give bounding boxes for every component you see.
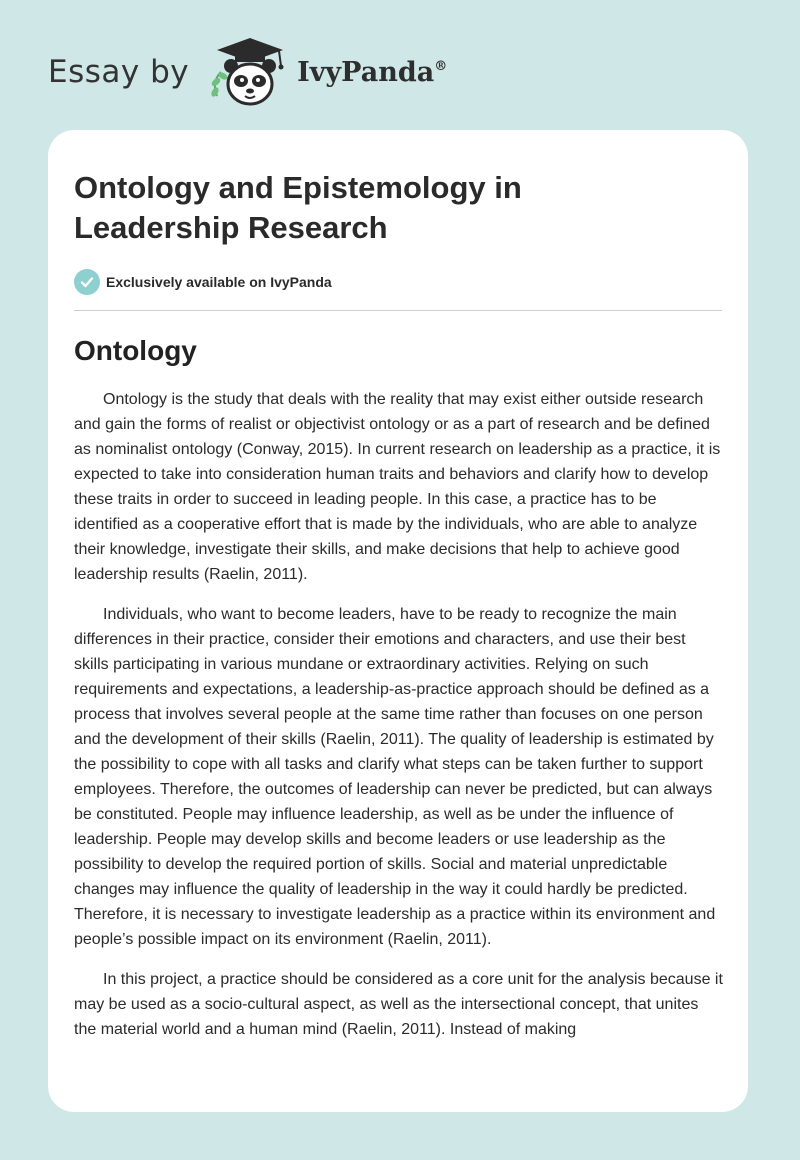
page-title: Ontology and Epistemology in Leadership Research [74,170,522,245]
essay-card [48,130,748,1112]
checkmark-icon [74,269,100,295]
section-heading: Ontology [74,335,197,366]
essay-body [74,387,724,1042]
divider [74,310,722,311]
paragraph: In this project, a practice should be considered as a core unit for the analysis because it may be used as a socio-cultural aspect, as well as the intersectional concept, that unites the material world and a human mind (Raelin, 2011). Instead of making [74,971,723,1038]
panda-graduate-icon[interactable] [207,36,293,108]
paragraph: Ontology is the study that deals with the reality that may exist either outside research and gain the forms of realist or objectivist ontology or as a part of research and be defined as nominalist ontology (Conway, 2015). In current research on leadership as a practice, it is expected to take into consideration human traits and behaviors and clarify how to develop these traits in order to succeed in leading people. In this case, a practice has to be identified as a cooperative effort that is made by the individuals, who are able to analyze their knowledge, investigate their skills, and make decisions that help to achieve good leadership results (Raelin, 2011). [74,391,721,583]
badge-text: Exclusively available on IvyPanda [106,274,332,290]
site-header [48,36,447,108]
brand-prefix: Essay by [48,54,190,90]
brand-name[interactable]: IvyPanda® [297,56,448,88]
paragraph: Individuals, who want to become leaders, have to be ready to recognize the main differences in their practice, consider their emotions and characters, and use their best skills participating in various mundane or extraordinary activities. Relying on such requirements and expectations, a leadership-as-practice approach should be defined as a process that involves several people at the same time rather than focuses on one person and the development of their skills (Raelin, 2011). The quality of leadership is estimated by the possibility to cope with all tasks and clarify what steps can be taken further to support employees. Therefore, the outcomes of leadership can never be predicted, but can always be constituted. People may influence leadership, as well as be under the influence of leadership. People may develop skills and become leaders or use leadership as the possibility to develop the required portion of skills. Social and material unpredictable changes may influence the quality of leadership in the way it could hardly be predicted. Therefore, it is necessary to investigate leadership as a practice within its environment and people’s possible impact on its environment (Raelin, 2011). [74,606,716,948]
exclusive-badge [74,268,722,296]
